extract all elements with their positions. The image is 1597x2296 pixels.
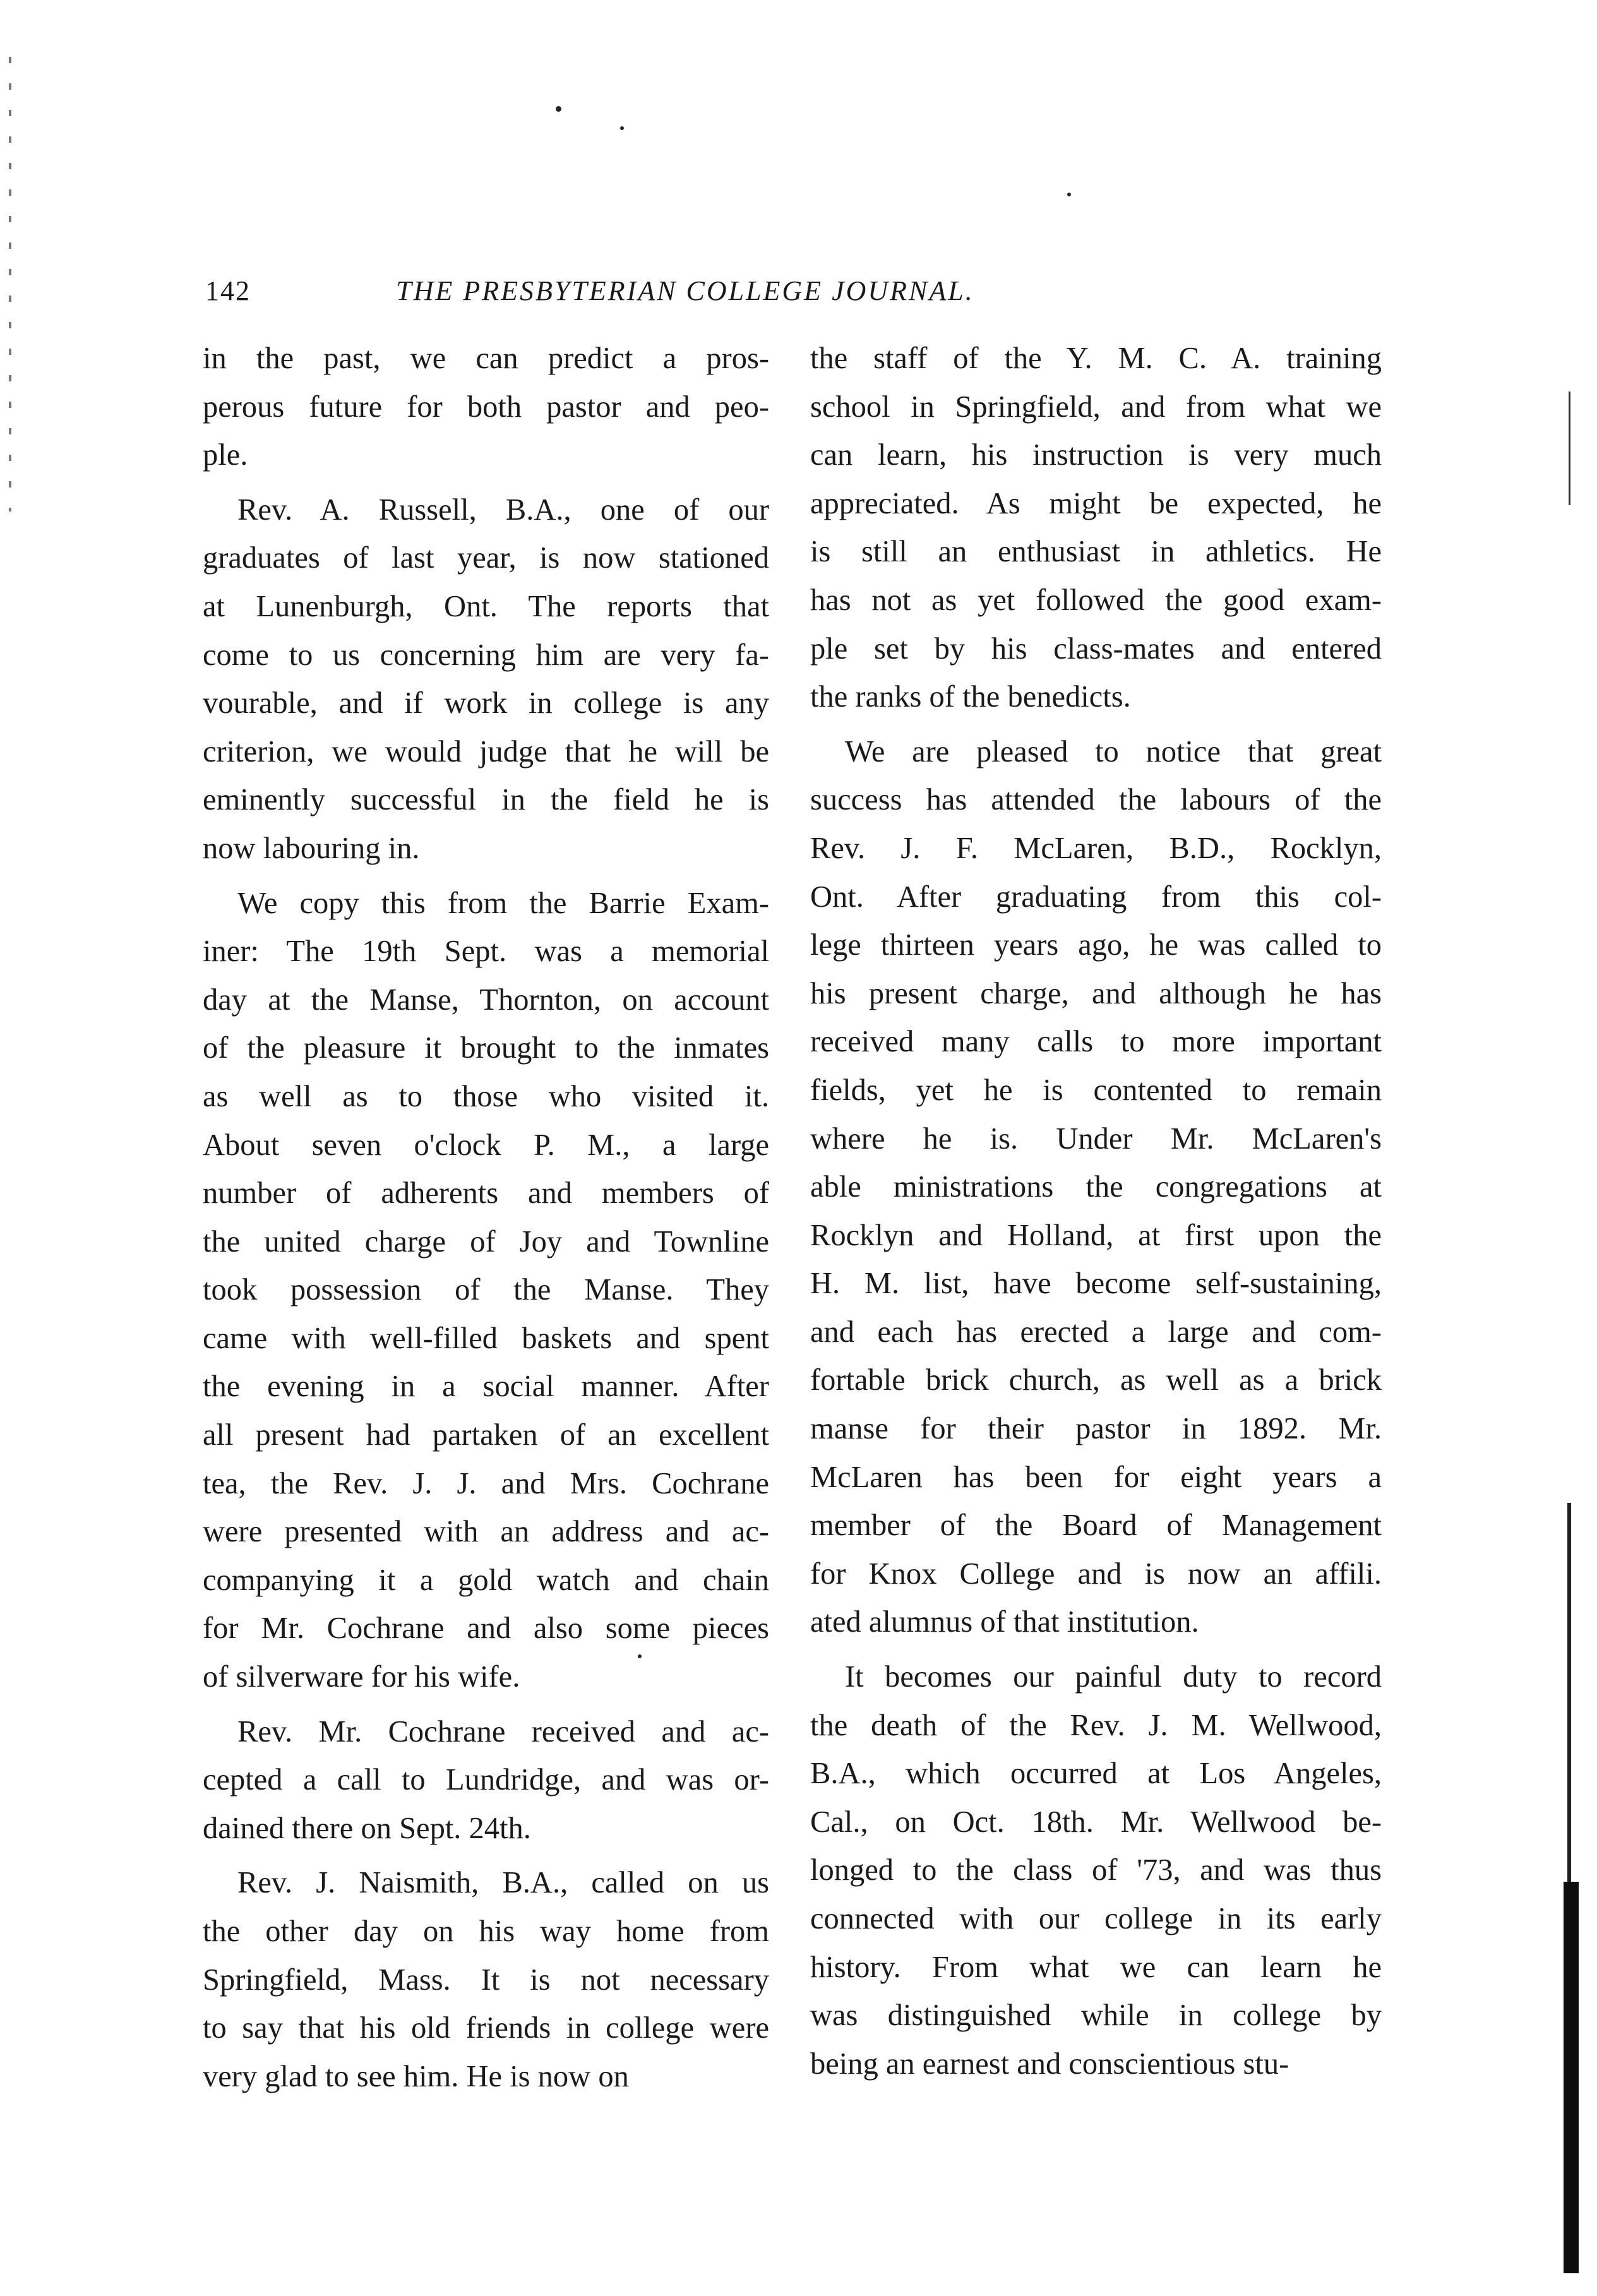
text-line: able ministrations the congregations at <box>810 1170 1382 1204</box>
scan-speck <box>620 126 624 130</box>
text-line: vourable, and if work in college is any <box>203 686 769 720</box>
page-number: 142 <box>205 275 251 306</box>
text-line: school in Springfield, and from what we <box>810 390 1382 424</box>
text-line: companying it a gold watch and chain <box>203 1563 769 1597</box>
text-line: is still an enthusiast in athletics. He <box>810 535 1382 569</box>
text-line: cepted a call to Lundridge, and was or- <box>203 1763 769 1797</box>
scan-edge-marks <box>9 57 11 511</box>
left-column <box>203 335 769 2101</box>
text-line: About seven o'clock P. M., a large <box>203 1128 769 1162</box>
text-line: ple set by his class-mates and entered <box>810 631 1382 666</box>
text-line: very glad to see him. He is now on <box>203 2059 629 2093</box>
scan-speck <box>556 106 561 112</box>
text-line: number of adherents and members of <box>203 1176 769 1211</box>
text-line: for Mr. Cochrane and also some pieces <box>203 1611 769 1646</box>
page-header <box>205 275 1165 313</box>
text-line: the united charge of Joy and Townline <box>203 1224 769 1259</box>
text-line: Cal., on Oct. 18th. Mr. Wellwood be- <box>810 1805 1382 1839</box>
text-line: the death of the Rev. J. M. Wellwood, <box>810 1708 1382 1742</box>
text-line: We copy this from the Barrie Exam- <box>237 886 769 920</box>
text-line: the evening in a social manner. After <box>203 1370 769 1404</box>
text-line: member of the Board of Management <box>810 1509 1382 1543</box>
text-line: ated alumnus of that institution. <box>810 1605 1199 1639</box>
text-line: took possession of the Manse. They <box>203 1273 769 1307</box>
text-line: manse for their pastor in 1892. Mr. <box>810 1412 1382 1446</box>
paragraph <box>810 728 1382 1647</box>
text-line: in the past, we can predict a pros- <box>203 342 769 375</box>
text-line: at Lunenburgh, Ont. The reports that <box>203 589 769 623</box>
text-line: his present charge, and although he has <box>810 976 1382 1010</box>
text-line: McLaren has been for eight years a <box>810 1460 1382 1494</box>
scan-edge-bar <box>1564 1882 1579 2273</box>
text-line: Springfield, Mass. It is not necessary <box>203 1963 769 1997</box>
paragraph <box>810 335 1382 722</box>
paragraph <box>203 1708 769 1853</box>
text-line: criterion, we would judge that he will be <box>203 734 769 768</box>
text-line: now labouring in. <box>203 831 420 865</box>
paragraph <box>203 486 769 873</box>
text-line: the staff of the Y. M. C. A. training <box>810 342 1382 375</box>
text-line: graduates of last year, is now stationed <box>203 541 769 575</box>
scan-edge-shadow <box>1567 1503 1571 1882</box>
text-line: Rev. A. Russell, B.A., one of our <box>237 493 769 527</box>
scan-edge-rule <box>1569 392 1570 505</box>
text-line: eminently successful in the field he is <box>203 783 769 817</box>
text-line: all present had partaken of an excellent <box>203 1418 769 1452</box>
right-column <box>810 335 1382 2088</box>
text-line: day at the Manse, Thornton, on account <box>203 983 769 1017</box>
text-line: Rocklyn and Holland, at first upon the <box>810 1218 1382 1252</box>
text-line: where he is. Under Mr. McLaren's <box>810 1121 1382 1156</box>
text-line: lege thirteen years ago, he was called to <box>810 928 1382 962</box>
paragraph <box>810 1653 1382 2088</box>
running-title: THE PRESBYTERIAN COLLEGE JOURNAL. <box>396 275 974 306</box>
text-line: iner: The 19th Sept. was a memorial <box>203 935 769 969</box>
text-line: perous future for both pastor and peo- <box>203 390 769 424</box>
text-line: the other day on his way home from <box>203 1915 769 1948</box>
text-line: as well as to those who visited it. <box>203 1079 769 1113</box>
text-line: was distinguished while in college by <box>810 1999 1382 2033</box>
text-line: tea, the Rev. J. J. and Mrs. Cochrane <box>203 1466 769 1500</box>
text-line: come to us concerning him are very fa- <box>203 638 769 672</box>
text-line: were presented with an address and ac- <box>203 1515 769 1549</box>
text-line: success has attended the labours of the <box>810 783 1382 817</box>
text-line: to say that his old friends in college were <box>203 2011 769 2045</box>
text-line: fortable brick church, as well as a brick <box>810 1363 1382 1397</box>
text-line: connected with our college in its early <box>810 1902 1382 1935</box>
text-line: received many calls to more important <box>810 1025 1382 1059</box>
text-line: Rev. Mr. Cochrane received and ac- <box>237 1714 769 1749</box>
text-line: of the pleasure it brought to the inmates <box>203 1031 769 1065</box>
text-line: dained there on Sept. 24th. <box>203 1811 531 1845</box>
text-line: and each has erected a large and com- <box>810 1315 1382 1349</box>
paragraph <box>203 880 769 1702</box>
text-line: the ranks of the benedicts. <box>810 680 1131 714</box>
paragraph <box>203 1859 769 2101</box>
text-line: appreciated. As might be expected, he <box>810 486 1382 520</box>
text-line: fields, yet he is contented to remain <box>810 1073 1382 1107</box>
text-line: H. M. list, have become self-sustaining, <box>810 1267 1382 1301</box>
text-line: It becomes our painful duty to record <box>845 1660 1382 1694</box>
text-line: Rev. J. F. McLaren, B.D., Rocklyn, <box>810 831 1382 865</box>
text-line: We are pleased to notice that great <box>845 734 1382 768</box>
text-line: for Knox College and is now an affili. <box>810 1557 1382 1591</box>
text-line: B.A., which occurred at Los Angeles, <box>810 1757 1382 1791</box>
text-line: Rev. J. Naismith, B.A., called on us <box>237 1866 769 1900</box>
text-line: ple. <box>203 438 248 472</box>
text-line: longed to the class of '73, and was thus <box>810 1853 1382 1887</box>
text-line: has not as yet followed the good exam- <box>810 583 1382 617</box>
scan-speck <box>1067 193 1071 196</box>
text-line: can learn, his instruction is very much <box>810 438 1382 472</box>
text-line: history. From what we can learn he <box>810 1950 1382 1984</box>
text-line: Ont. After graduating from this col- <box>810 880 1382 914</box>
paragraph <box>203 335 769 480</box>
text-line: of silverware for his wife. <box>203 1660 520 1694</box>
text-line: being an earnest and conscientious stu- <box>810 2047 1289 2081</box>
text-line: came with well-filled baskets and spent <box>203 1321 769 1355</box>
